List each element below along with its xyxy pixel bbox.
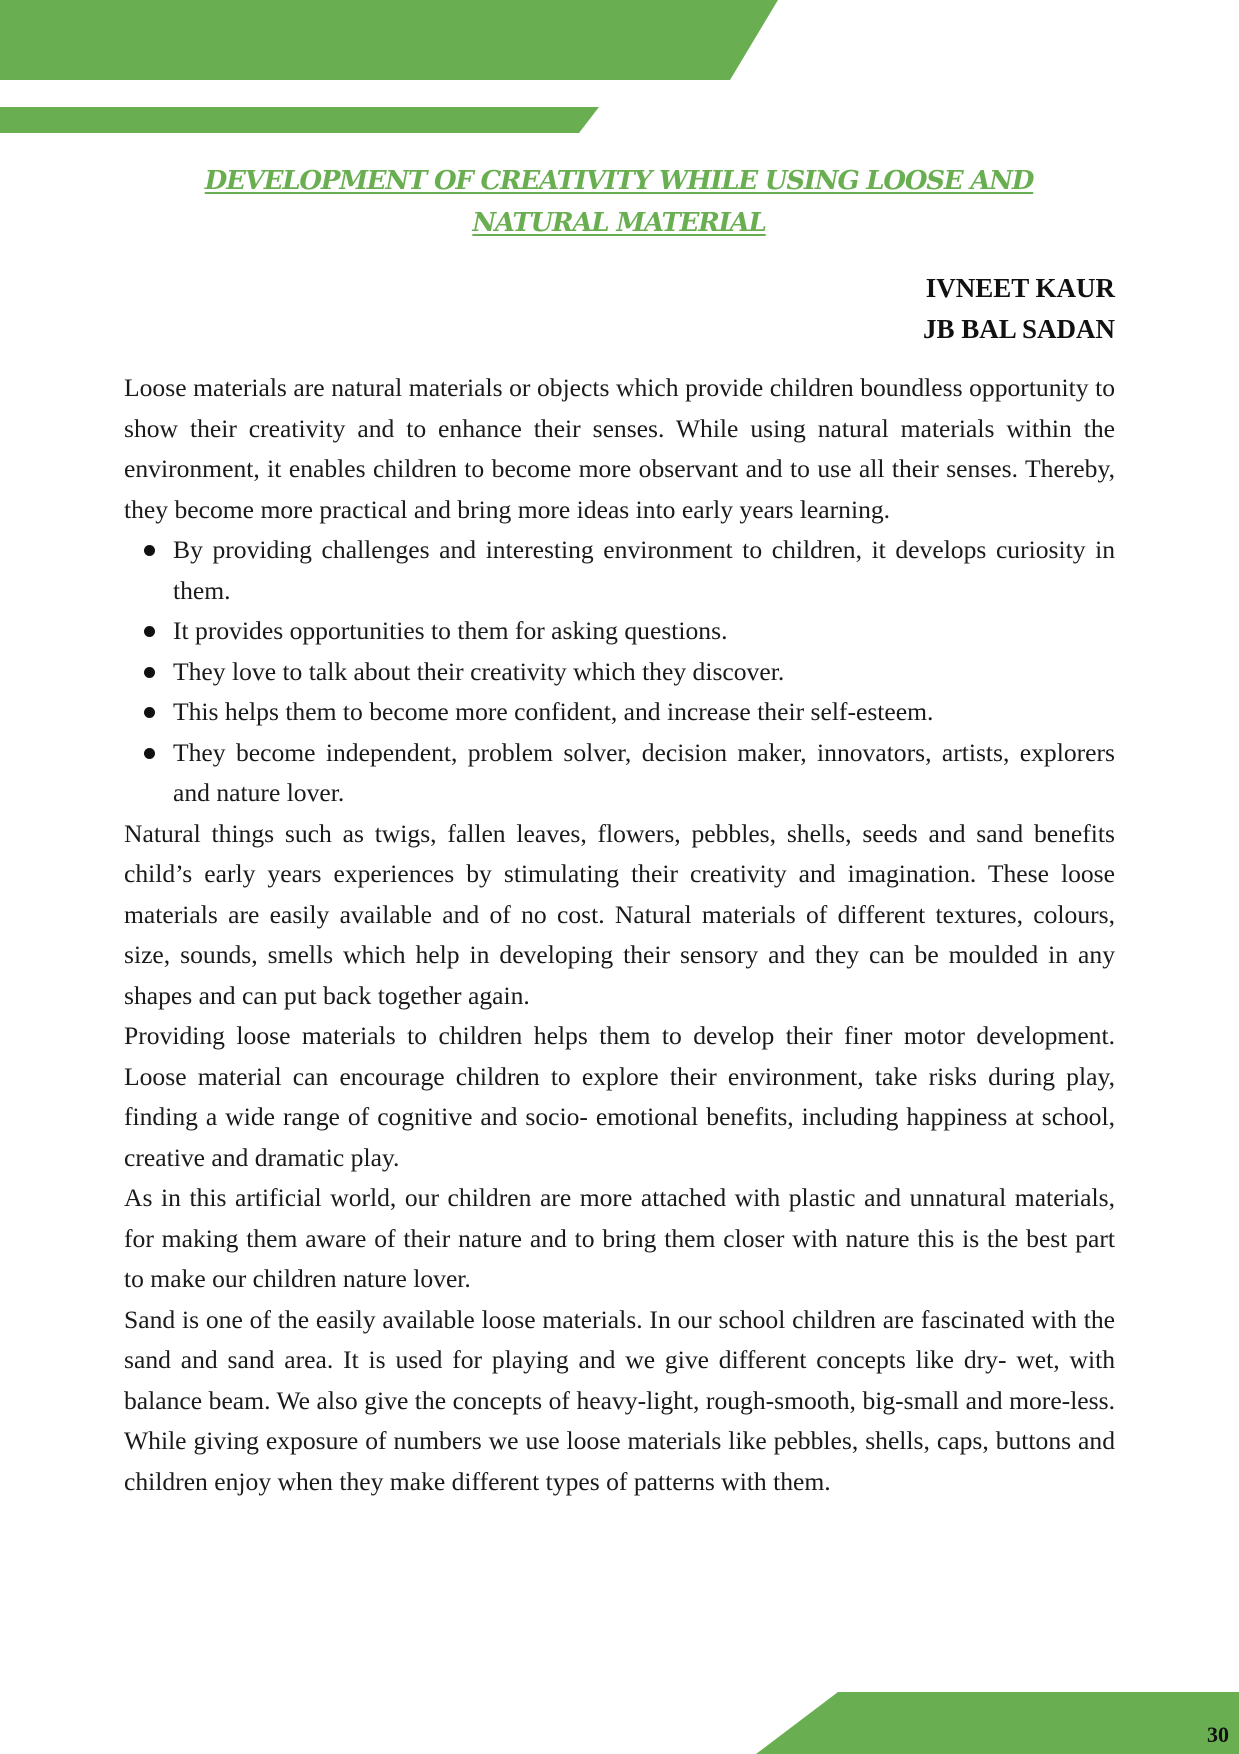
bullet-icon xyxy=(144,748,155,759)
list-item xyxy=(173,530,1115,611)
author-school: JB BAL SADAN xyxy=(922,314,1115,344)
bullet-icon xyxy=(144,667,155,678)
list-item xyxy=(173,692,1115,733)
bottom-banner-shape xyxy=(756,1692,1239,1754)
author-block xyxy=(923,268,1115,350)
top-stripe-shape xyxy=(0,107,599,133)
title-line-1: DEVELOPMENT OF CREATIVITY WHILE USING LOOSE AND xyxy=(204,166,1034,196)
body-paragraph: Sand is one of the easily available loose materials. In our school children are fascinated with the sand and sand area. It is used for playing and we give different concepts like dry- wet, with balance beam. We also give the concepts of heavy-light, rough-smooth, big-small and more-less. While giving exposure of numbers we use loose materials like pebbles, shells, caps, buttons and children enjoy when they make different types of patterns with them. xyxy=(124,1304,1115,1496)
bullet-icon xyxy=(144,707,155,718)
author-name: IVNEET KAUR xyxy=(925,273,1115,303)
list-item xyxy=(173,611,1115,652)
list-item xyxy=(173,652,1115,693)
article-title xyxy=(124,160,1114,244)
page-number: 30 xyxy=(1207,1722,1229,1747)
body-paragraph: Providing loose materials to children helps them to develop their finer motor development. Loose material can encourage children to explore their environment, take risks during play, finding a wide range of cognitive and socio- emotional benefits, including happiness at school, creative and dramatic play. xyxy=(124,1021,1115,1172)
list-item-text: They become independent, problem solver, decision maker, innovators, artists, explorers and nature lover. xyxy=(173,737,1115,807)
body-paragraph: Natural things such as twigs, fallen leaves, flowers, pebbles, shells, seeds and sand benefits child’s early years experiences by stimulating their creativity and imagination. These loose materials are easily available and of no cost. Natural materials of different textures, colours, size, sounds, smells which help in developing their sensory and they can be moulded in any shapes and can put back together again. xyxy=(124,818,1115,1010)
list-item-text: By providing challenges and interesting environment to children, it develops curiosity in them. xyxy=(173,535,1115,605)
list-item-text: They love to talk about their creativity which they discover. xyxy=(173,656,785,686)
list-item-text: This helps them to become more confident, and increase their self-esteem. xyxy=(173,697,934,726)
benefits-list xyxy=(124,530,1115,814)
article-body xyxy=(124,368,1115,1502)
top-banner-shape xyxy=(0,0,778,80)
list-item xyxy=(173,733,1115,814)
title-line-2: NATURAL MATERIAL xyxy=(472,208,766,238)
list-item-text: It provides opportunities to them for asking questions. xyxy=(173,616,728,645)
body-paragraph: As in this artificial world, our children are more attached with plastic and unnatural materials, for making them aware of their nature and to bring them closer with nature this is the best part to make our children nature lover. xyxy=(124,1183,1115,1293)
bullet-icon xyxy=(144,626,155,637)
intro-paragraph: Loose materials are natural materials or objects which provide children boundless opportunity to show their creativity and to enhance their senses. While using natural materials within the environment, it enables children to become more observant and to use all their senses. Thereby, they become more practical and bring more ideas into early years learning. xyxy=(124,373,1115,524)
bullet-icon xyxy=(144,545,155,556)
